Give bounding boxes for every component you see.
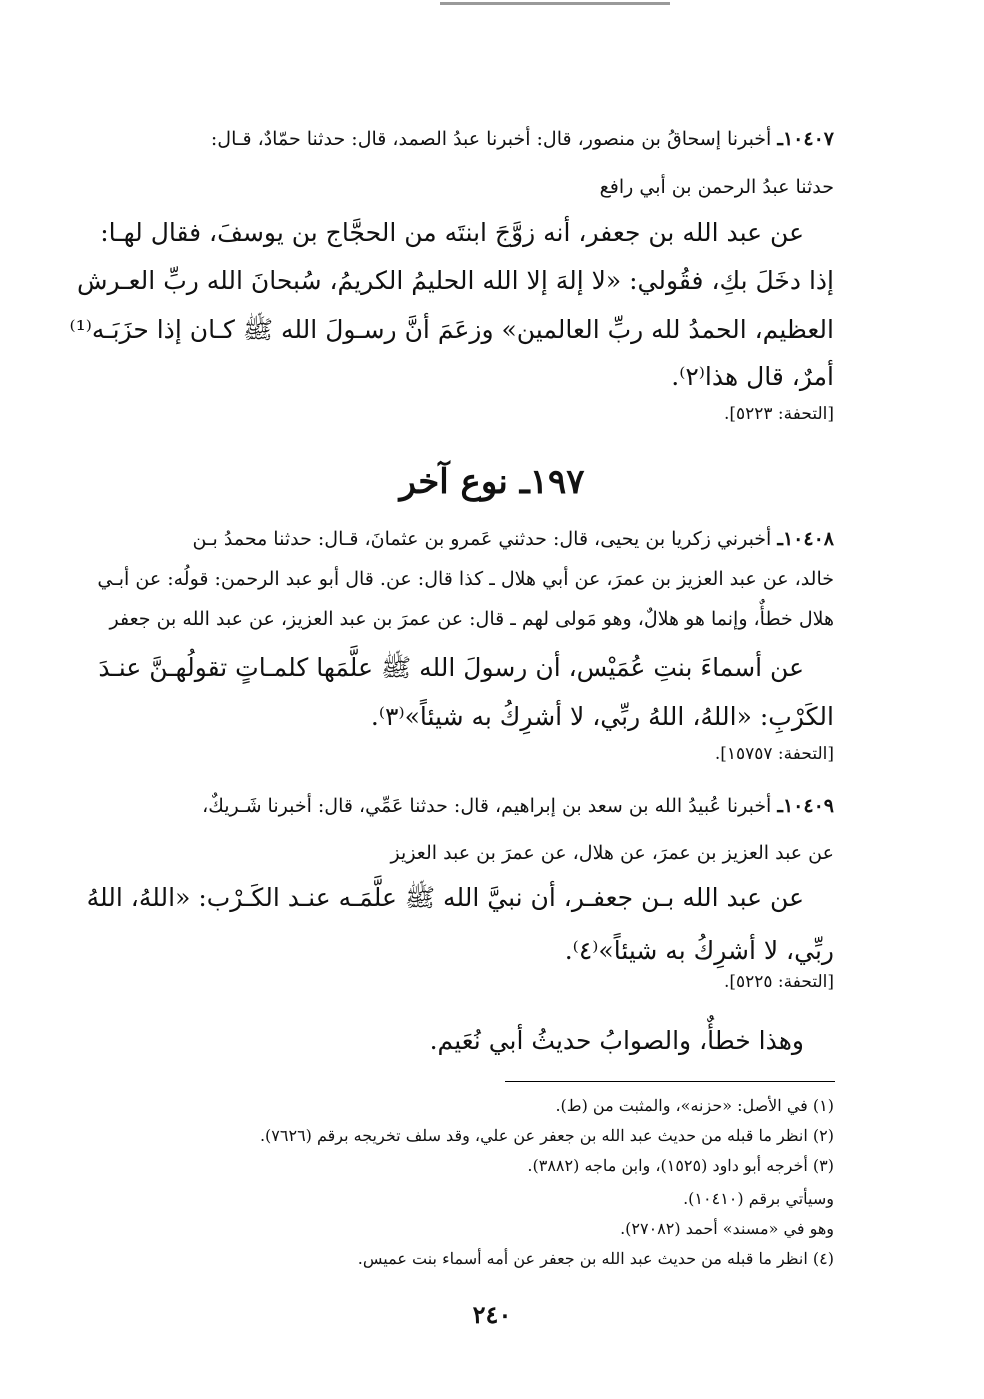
- isnad-text: أخبرني زكريا بن يحيى، قال: حدثني عَمرو بن عثمانَ، قـال: حدثنا محمدُ بـن: [192, 528, 772, 550]
- hadith-10407-isnad-2: حدثنا عبدُ الرحمن بن أبي رافع: [599, 176, 834, 198]
- hadith-10408-isnad-1: [193, 528, 835, 550]
- hadith-10408-isnad-2: خالد، عن عبد العزيز بن عمرَ، عن أبي هلال ـ كذا قال: عن. قال أبو عبد الرحمن: قولُه: عن أبـي: [97, 568, 834, 590]
- footnote-3: (٣) أخرجه أبو داود (١٥٢٥)، وابن ماجه (٣٨٨٢).: [527, 1156, 834, 1175]
- hadith-number: ١٠٤٠٨ـ: [777, 528, 834, 550]
- hadith-10409-matn-2: ربِّي، لا أشرِكُ به شيئاً»⁽٤⁾.: [564, 936, 834, 965]
- hadith-10409-isnad-1: [202, 795, 834, 817]
- tuhfa-ref: [التحفة: ٥٢٢٣].: [723, 404, 834, 424]
- hadith-10408-isnad-3: هلال خطأٌ، وإنما هو هلالٌ، وهو مَولى لهم ـ قال: عن عمرَ بن عبد العزيز، عن عبد الله بن جعفر: [109, 608, 834, 630]
- hadith-number: ١٠٤٠٩ـ: [777, 795, 834, 817]
- isnad-text: أخبرنا إسحاقُ بن منصور، قال: أخبرنا عبدُ الصمد، قال: حدثنا حمّادٌ، قـال:: [210, 128, 772, 150]
- hadith-10408-matn-1: عن أسماءَ بنتِ عُمَيْس، أن رسولَ الله ﷺ علَّمَها كلمـاتٍ تقولُهـنَّ عنـدَ: [98, 653, 804, 682]
- footnote-3-cont-1: وسيأتي برقم (١٠٤١٠).: [683, 1189, 834, 1208]
- editor-comment: وهذا خطأٌ، والصوابُ حديثُ أبي نُعَيم.: [429, 1026, 804, 1055]
- footnote-separator: [505, 1081, 835, 1082]
- hadith-number: ١٠٤٠٧ـ: [777, 128, 834, 150]
- hadith-10407-matn-3: العظيم، الحمدُ لله ربِّ العالمين» وزعَمَ أنَّ رسـولَ الله ﷺ كـان إذا حزَبَـه⁽¹⁾: [69, 315, 834, 344]
- hadith-10409-matn-1: عن عبد الله بـن جعفـر، أن نبيَّ الله ﷺ علَّمَـه عنـد الكَـرْب: «اللهُ، اللهُ: [86, 883, 804, 912]
- hadith-10408-matn-2: الكَرْبِ: «اللهُ، اللهُ ربِّي، لا أشرِكُ به شيئاً»⁽٣⁾.: [370, 702, 834, 731]
- hadith-10407-matn-1: عن عبد الله بن جعفر، أنه زوَّجَ ابنتَه من الحجَّاج بن يوسفَ، فقال لهـا:: [100, 218, 804, 247]
- page-number: ٢٤٠: [472, 1300, 512, 1329]
- hadith-10407-isnad-1: [211, 128, 834, 150]
- tuhfa-ref: [التحفة: ٥٢٢٥].: [723, 972, 834, 992]
- isnad-text: أخبرنا عُبيدُ الله بن سعد بن إبراهيم، قال: حدثنا عَمِّي، قال: أخبرنا شَـريكٌ،: [202, 795, 772, 817]
- footnote-2: (٢) انظر ما قبله من حديث عبد الله بن جعفر عن علي، وقد سلف تخريجه برقم (٧٦٢٦).: [259, 1126, 834, 1145]
- hadith-10407-matn-4: أمرٌ، قال هذا⁽٢⁾.: [671, 362, 834, 391]
- tuhfa-ref: [التحفة: ١٥٧٥٧].: [714, 744, 834, 764]
- hadith-10407-matn-2: إذا دخَلَ بكِ، فقُولي: «لا إلهَ إلا الله الحليمُ الكريمُ، سُبحانَ الله ربِّ العـرش: [76, 266, 834, 295]
- top-border-line: [440, 2, 670, 5]
- footnote-3-cont-2: وهو في «مسند» أحمد (٢٧٠٨٢).: [620, 1219, 834, 1238]
- footnote-1: (١) في الأصل: «حزنه»، والمثبت من (ط).: [555, 1096, 834, 1115]
- footnote-4: (٤) انظر ما قبله من حديث عبد الله بن جعفر عن أمه أسماء بنت عميس.: [357, 1249, 834, 1268]
- hadith-10409-isnad-2: عن عبد العزيز بن عمرَ، عن هلال، عن عمرَ بن عبد العزيز: [390, 842, 834, 864]
- chapter-heading: ١٩٧ـ نوع آخر: [399, 462, 585, 502]
